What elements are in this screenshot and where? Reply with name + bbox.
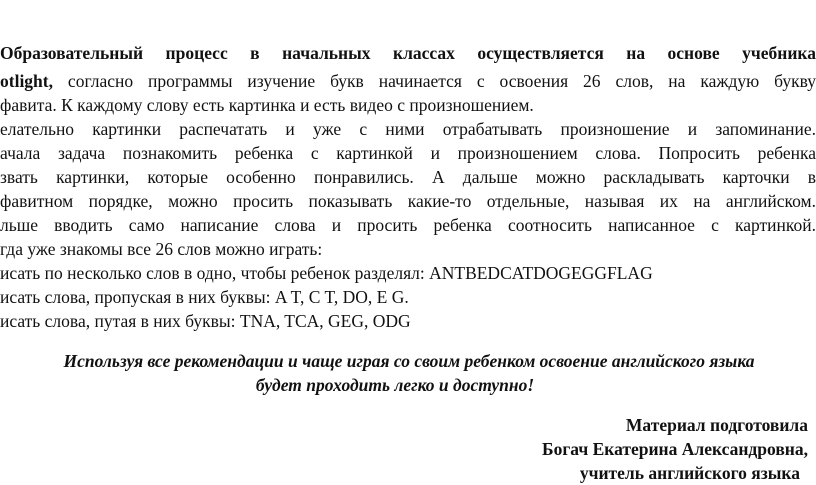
textbook-name: otlight, [0, 71, 53, 91]
paragraph-line-4: елательно картинки распечатать и уже с ними отрабатывать произношение и запоминание. [0, 119, 816, 139]
paragraph-line-2 [0, 70, 816, 92]
paragraph-line-1: Образовательный процесс в начальных классах осуществляется на основе учебника [0, 43, 816, 63]
list-item-3: исать слова, путая в них буквы: TNA, TCA, GEG, ODG [0, 311, 411, 331]
signature-line-1: Материал подготовила [625, 415, 808, 435]
paragraph-line-8: льше вводить само написание слова и просить ребенка соотносить написанное с картинкой. [0, 215, 816, 235]
list-item-1: исать по несколько слов в одно, чтобы ребенок разделял: ANTBEDCATDOGEGGFLAG [0, 263, 653, 283]
paragraph-line-5: ачала задача познакомить ребенка с картинкой и произношением слова. Попросить ребенка [0, 143, 816, 163]
closing-line-2: будет проходить легко и доступно! [255, 375, 535, 395]
paragraph-line-9: гда уже знакомы все 26 слов можно играть: [0, 239, 323, 259]
list-item-2: исать слова, пропуская в них буквы: A T, C T, DO, E G. [0, 287, 409, 307]
signature-author: Богач Екатерина Александровна, [542, 439, 808, 459]
paragraph-line-7: фавитном порядке, можно просить показывать какие-то отдельные, называя их на английском. [0, 191, 816, 211]
signature-role: учитель английского языка [579, 463, 800, 483]
closing-line-1: Используя все рекомендации и чаще играя со своим ребенком освоение английского языка [63, 351, 755, 371]
paragraph-line-2-text: согласно программы изучение букв начинается с освоения 26 слов, на каждую букву [53, 71, 816, 91]
paragraph-line-6: звать картинки, которые особенно понравились. А дальше можно раскладывать карточки в [0, 167, 816, 187]
paragraph-line-3: фавита. К каждому слову есть картинка и есть видео с произношением. [0, 95, 534, 115]
